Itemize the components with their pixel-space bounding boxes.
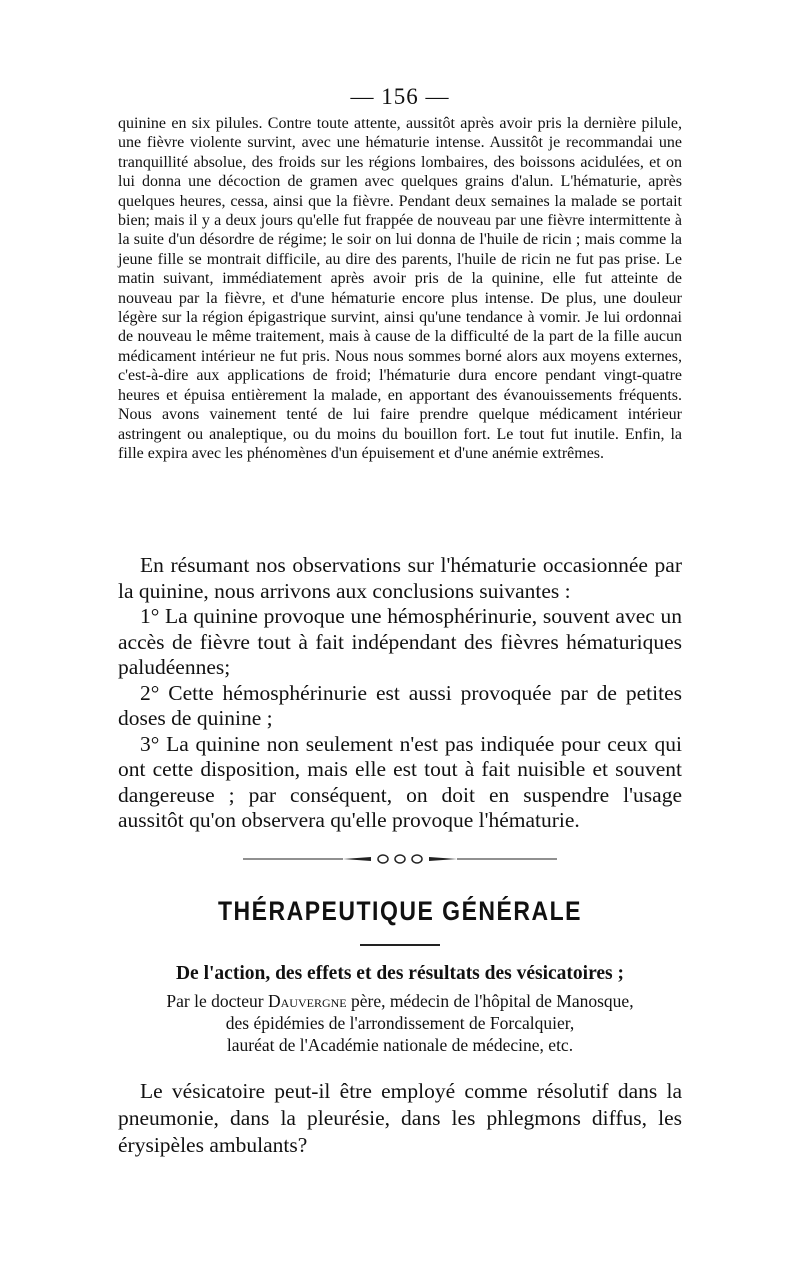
byline-line-3: lauréat de l'Académie nationale de médecine, etc. <box>226 1035 574 1055</box>
article-byline <box>0 990 800 1056</box>
article-heading: De l'action, des effets et des résultats des vésicatoires ; <box>175 963 625 984</box>
title-rule <box>360 944 440 946</box>
article-opening <box>118 1078 682 1159</box>
conclusion-item-2: 2° Cette hémosphérinurie est aussi provoquée par de petites doses de quinine ; <box>118 680 682 730</box>
byline-prefix: Par le docteur <box>166 991 268 1011</box>
page-number: — 156 — <box>350 84 450 109</box>
byline-affiliation: père, médecin de l'hôpital de Manosque, <box>346 991 634 1011</box>
article-opening-text: Le vésicatoire peut-il être employé comme résolutif dans la pneumonie, dans la pleurésie, dans les phlegmons diffus, les érysipèles ambulants? <box>118 1079 682 1157</box>
ornamental-divider <box>243 852 557 866</box>
conclusions-intro: En résumant nos observations sur l'hématurie occasionnée par la quinine, nous arrivons aux conclusions suivantes : <box>118 553 682 603</box>
conclusions-block <box>118 553 682 834</box>
byline-line-2: des épidémies de l'arrondissement de Forcalquier, <box>225 1013 575 1033</box>
conclusion-item-1: 1° La quinine provoque une hémosphérinurie, souvent avec un accès de fièvre tout à fait indépendant des fièvres hématuriques paludéennes; <box>118 604 682 679</box>
conclusion-item-3: 3° La quinine non seulement n'est pas indiquée pour ceux qui ont cette disposition, mais elle est tout à fait nuisible et souvent dangereuse ; par conséquent, on doit en suspendre l'usage aussitôt qu'on observera qu'elle provoque l'hématurie. <box>118 731 682 832</box>
case-report-text: quinine en six pilules. Contre toute attente, aussitôt après avoir pris la dernière pilule, une fièvre violente survint, avec une hématurie intense. Aussitôt je recommandai une tranquillité absolue, des froids sur les régions lombaires, des boissons acidulées, et on lui donna une décoction de gramen avec quelques grains d'alun. L'hématurie, après quelques heures, cessa, ainsi que la fièvre. Pendant deux semaines la malade se portait bien; mais il y a deux jours qu'elle fut frappée de nouveau par une fièvre intermittente à la suite d'un désordre de régime; le soir on lui donna de l'huile de ricin ; mais comme la jeune fille se montrait difficile, au dire des parents, l'huile de ricin ne fut pas prise. Le matin suivant, immédiatement après avoir pris de la quinine, elle fut atteinte de nouveau par la fièvre, et d'une hématurie encore plus intense. De plus, une douleur légère sur la région épigastrique survint, ainsi qu'une tendance à vomir. Je lui ordonnai de nouveau le même traitement, mais à cause de la difficulté de la part de la fille aucun médicament intérieur ne fut pris. Nous nous sommes borné alors aux moyens externes, c'est-à-dire aux applications de froid; l'hématurie dura encore pendant vingt-quatre heures et épuisa entièrement la malade, en apportant des évanouissements fréquents. Nous avons vainement tenté de lui faire prendre quelque médicament intérieur astringent ou analeptique, ou du moins du bouillon fort. Le tout fut inutile. Enfin, la fille expira avec les phénomènes d'un épuisement et d'une anémie extrêmes. <box>118 115 682 462</box>
author-name: Dauvergne <box>267 991 347 1011</box>
section-title: THÉRAPEUTIQUE GÉNÉRALE <box>218 895 582 926</box>
byline-line-1 <box>0 990 800 1012</box>
case-report-paragraph <box>118 114 682 463</box>
